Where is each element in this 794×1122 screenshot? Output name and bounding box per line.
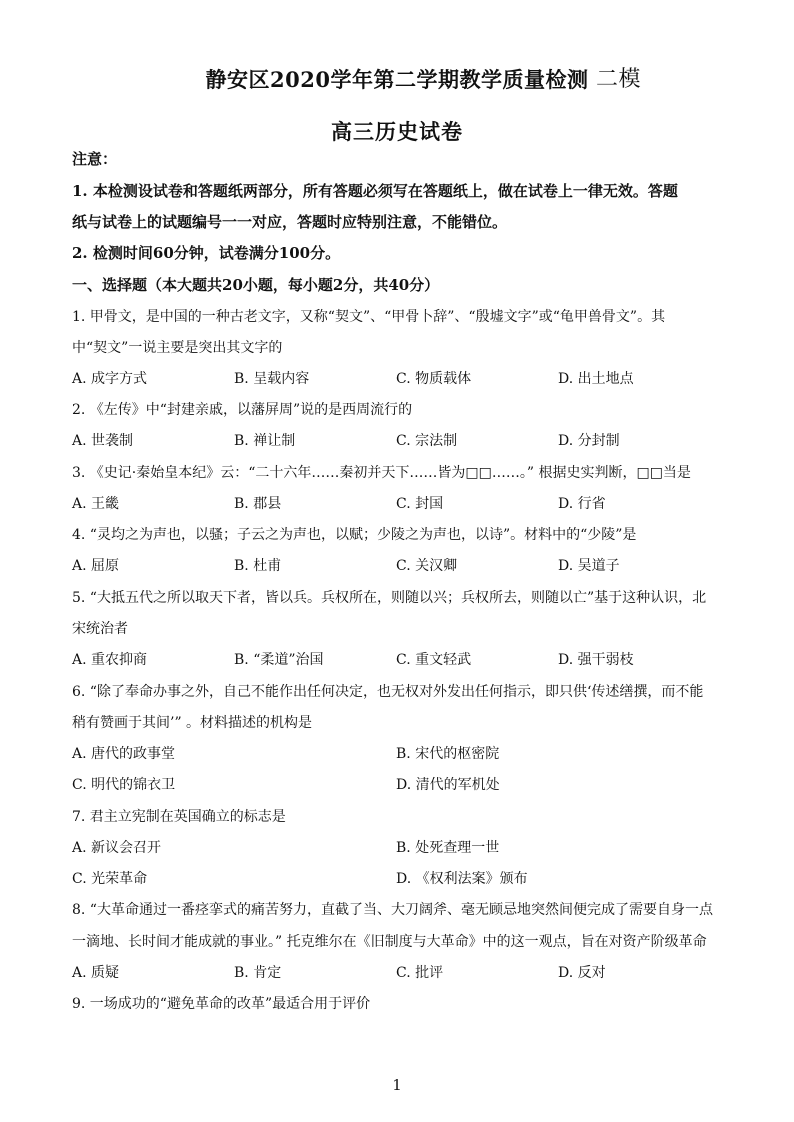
question-8-stem-cont: 一滴地、长时间才能成就的事业。” 托克维尔在《旧制度与大革命》中的这一观点，旨在对资产阶级革命 bbox=[72, 934, 707, 950]
section-heading: 一、选择题（本大题共20小题，每小题2分，共40分） bbox=[72, 276, 440, 294]
question-7-option-c: C. 光荣革命 bbox=[72, 871, 148, 887]
question-4-option-b: B. 杜甫 bbox=[234, 558, 282, 574]
page-subtitle: 高三历史试卷 bbox=[331, 119, 463, 144]
question-7-option-a: A. 新议会召开 bbox=[72, 840, 162, 856]
question-3-option-b: B. 郡县 bbox=[234, 496, 282, 512]
question-6-option-d: D. 清代的军机处 bbox=[396, 777, 500, 793]
question-6-option-b: B. 宋代的枢密院 bbox=[396, 746, 500, 762]
question-3-stem: 3. 《史记·秦始皇本纪》云：“二十六年……秦初并天下……皆为□□……。” 根据史实判断，□□当是 bbox=[72, 465, 691, 481]
question-2-option-c: C. 宗法制 bbox=[396, 433, 458, 449]
question-1-option-c: C. 物质载体 bbox=[396, 371, 472, 387]
question-5-stem: 5. “大抵五代之所以取天下者，皆以兵。兵权所在，则随以兴；兵权所去，则随以亡”基于这种认识，北 bbox=[72, 590, 707, 606]
question-8-option-c: C. 批评 bbox=[396, 965, 444, 981]
question-2-option-b: B. 禅让制 bbox=[234, 433, 296, 449]
question-3-option-d: D. 行省 bbox=[558, 496, 606, 512]
question-5-stem-cont: 宋统治者 bbox=[72, 621, 128, 637]
question-5-option-c: C. 重文轻武 bbox=[396, 652, 472, 668]
question-5-option-b: B. “柔道”治国 bbox=[234, 652, 324, 668]
question-8-stem: 8. “大革命通过一番痉挛式的痛苦努力，直截了当、大刀阔斧、毫无顾忌地突然间便完成了需要自身一点 bbox=[72, 902, 713, 918]
question-5-option-d: D. 强干弱枝 bbox=[558, 652, 634, 668]
notice-label: 注意： bbox=[72, 150, 118, 168]
question-6-option-c: C. 明代的锦衣卫 bbox=[72, 777, 176, 793]
question-4-option-c: C. 关汉卿 bbox=[396, 558, 458, 574]
notice-item-2: 2. 检测时间60分钟，试卷满分100分。 bbox=[72, 244, 341, 262]
question-6-option-a: A. 唐代的政事堂 bbox=[72, 746, 176, 762]
question-2-stem: 2. 《左传》中“封建亲戚，以藩屏周”说的是西周流行的 bbox=[72, 402, 413, 418]
question-9-stem: 9. 一场成功的“避免革命的改革”最适合用于评价 bbox=[72, 996, 371, 1012]
question-1-option-d: D. 出土地点 bbox=[558, 371, 634, 387]
question-1-option-b: B. 呈载内容 bbox=[234, 371, 310, 387]
question-4-option-d: D. 吴道子 bbox=[558, 558, 620, 574]
page-number: 1 bbox=[392, 1076, 402, 1094]
question-8-option-b: B. 肯定 bbox=[234, 965, 282, 981]
question-1-option-a: A. 成字方式 bbox=[72, 371, 148, 387]
handwritten-note: 二模 bbox=[596, 67, 642, 92]
notice-item-1: 1. 本检测设试卷和答题纸两部分，所有答题必须写在答题纸上，做在试卷上一律无效。答题 bbox=[72, 182, 678, 200]
question-7-option-b: B. 处死查理一世 bbox=[396, 840, 500, 856]
question-8-option-d: D. 反对 bbox=[558, 965, 606, 981]
exam-title: 静安区2020学年第二学期教学质量检测 bbox=[205, 67, 589, 92]
question-1-stem: 1. 甲骨文，是中国的一种古老文字，又称“契文”、“甲骨卜辞”、“殷墟文字”或“龟甲兽骨文”。其 bbox=[72, 309, 666, 325]
question-2-option-d: D. 分封制 bbox=[558, 433, 620, 449]
page-title bbox=[0, 64, 794, 94]
question-4-option-a: A. 屈原 bbox=[72, 558, 120, 574]
notice-item-1-cont: 纸与试卷上的试题编号一一对应，答题时应特别注意，不能错位。 bbox=[72, 213, 508, 231]
question-6-stem-cont: 稍有赞画于其间’” 。材料描述的机构是 bbox=[72, 715, 313, 731]
question-3-option-a: A. 王畿 bbox=[72, 496, 120, 512]
question-8-option-a: A. 质疑 bbox=[72, 965, 120, 981]
question-2-option-a: A. 世袭制 bbox=[72, 433, 134, 449]
question-3-option-c: C. 封国 bbox=[396, 496, 444, 512]
question-1-stem-cont: 中“契文”一说主要是突出其文字的 bbox=[72, 340, 283, 356]
question-7-option-d: D. 《权利法案》颁布 bbox=[396, 871, 528, 887]
question-6-stem: 6. “除了奉命办事之外，自己不能作出任何决定，也无权对外发出任何指示，即只供‘传述缮撰，而不能 bbox=[72, 684, 704, 700]
question-7-stem: 7. 君主立宪制在英国确立的标志是 bbox=[72, 809, 286, 825]
question-4-stem: 4. “灵均之为声也，以骚；子云之为声也，以赋；少陵之为声也，以诗”。材料中的“少陵”是 bbox=[72, 527, 637, 543]
question-5-option-a: A. 重农抑商 bbox=[72, 652, 148, 668]
